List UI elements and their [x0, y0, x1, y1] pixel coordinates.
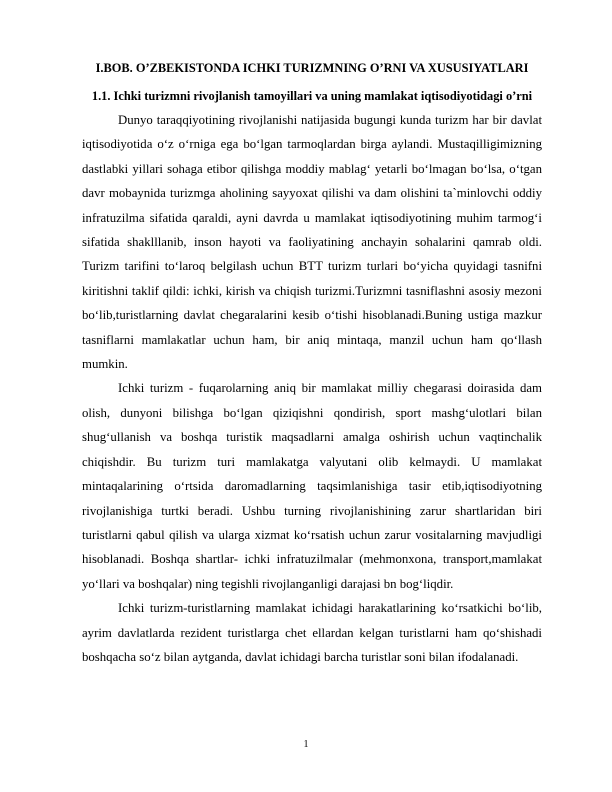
page-content — [82, 56, 542, 669]
paragraph: Ichki turizm - fuqarolarning aniq bir mamlakat milliy chegarasi doirasida dam olish, dunyoni bilishga bo‘lgan qiziqishni qondirish, sport mashg‘ulotlari bilan shug‘ullanish va boshqa turistik maqsadlarni amalga oshirish uchun vaqtinchalik chiqishdir. Bu turizm turi mamlakatga valyutani olib kelmaydi. U mamlakat mintaqalarining o‘rtsida daromadlarning taqsimlanishiga tasir etib,iqtisodiyotning rivojlanishiga turtki beradi. Ushbu turning rivojlanishining zarur shartlaridan biri turistlarni qabul qilish va ularga xizmat ko‘rsatish uchun zarur vositalarning mavjudligi hisoblanadi. Boshqa shartlar- ichki infratuzilmalar (mehmonxona, transport,mamlakat yo‘llari va boshqalar) ning tegishli rivojlanganligi darajasi bn bog‘liqdir. — [82, 381, 542, 591]
paragraph: Ichki turizm-turistlarning mamlakat ichidagi harakatlarining ko‘rsatkichi bo‘lib, ayrim davlatlarda rezident turistlarga chet ellardan kelgan turistlarni ham qo‘shishadi boshqacha so‘z bilan aytganda, davlat ichidagi barcha turistlar soni bilan ifodalanadi. — [82, 601, 542, 664]
paragraph: Dunyo taraqqiyotining rivojlanishi natijasida bugungi kunda turizm har bir davlat iqtisodiyotida o‘z o‘rniga ega bo‘lgan tarmoqlardan birga aylandi. Mustaqilligimizning dastlabki yillari sohaga etibor qilishga moddiy mablag‘ yetarli bo‘lmagan bo‘lsa, o‘tgan davr mobaynida turizmga aholining sayyoxat qilishi va dam olishini ta`minlovchi oddiy infratuzilma sifatida qaraldi, ayni davrda u mamlakat iqtisodiyotining muhim tarmog‘i sifatida shaklllanib, inson hayoti va faoliyatining anchayin sohalarini qamrab oldi. Turizm tarifini to‘laroq belgilash uchun BTT turizm turlari bo‘yicha quyidagi tasnifni kiritishni taklif qildi: ichki, kirish va chiqish turizmi.Turizmni tasniflashni asosiy mezoni bo‘lib,turistlarning davlat chegaralarini kesib o‘tishi hisoblanadi.Buning ustiga mazkur tasniflarni mamlakatlar uchun ham, bir aniq mintaqa, manzil uchun ham qo‘llash mumkin. — [82, 113, 542, 372]
page-number: 1 — [303, 739, 309, 750]
section-title: 1.1. Ichki turizmni rivojlanish tamoyillari va uning mamlakat iqtisodiyotidagi o’rni — [91, 89, 533, 103]
chapter-title: I.BOB. O’ZBEKISTONDA ICHKI TURIZMNING O’RNI VA XUSUSIYATLARI — [95, 61, 529, 75]
